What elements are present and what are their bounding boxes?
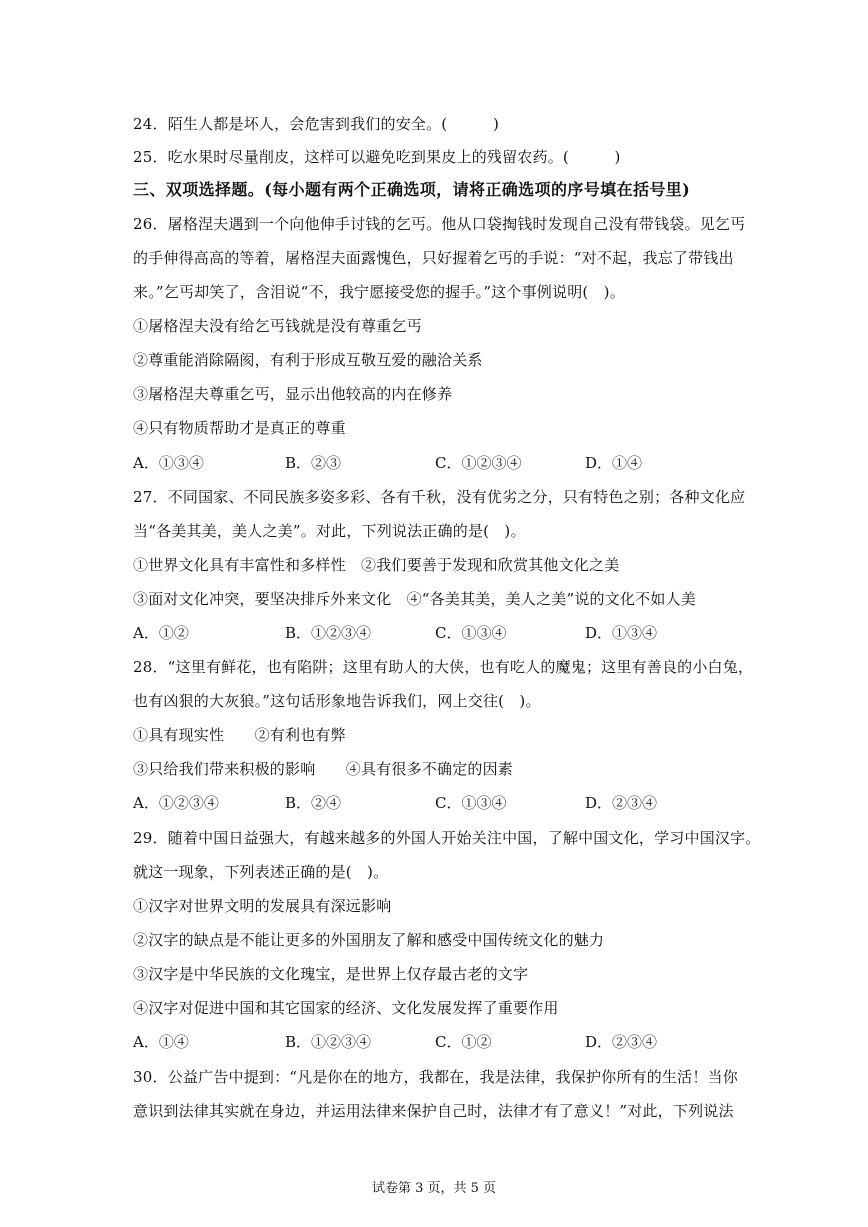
option-a: A．①④ bbox=[133, 1033, 189, 1051]
question-26-line-1: 26．屠格涅夫遇到一个向他伸手讨钱的乞丐。他从口袋掏钱时发现自己没有带钱袋。见乞丐 bbox=[133, 215, 746, 233]
question-29-statement-1: ①汉字对世界文明的发展具有深远影响 bbox=[133, 897, 392, 915]
option-c: C．①② bbox=[435, 1033, 492, 1051]
option-b: B．①②③④ bbox=[285, 624, 372, 642]
question-26-statement-2: ②尊重能消除隔阂，有利于形成互敬互爱的融洽关系 bbox=[133, 351, 483, 369]
section-heading-3: 三、双项选择题。(每小题有两个正确选项，请将正确选项的序号填在括号里) bbox=[133, 180, 691, 199]
question-24: 24．陌生人都是坏人，会危害到我们的安全。( ) bbox=[133, 115, 499, 133]
question-27-line-2: 当“各美其美，美人之美”。对此，下列说法正确的是( )。 bbox=[133, 522, 526, 540]
question-28-statements-2: ③只给我们带来积极的影响 ④具有很多不确定的因素 bbox=[133, 760, 514, 778]
question-28-line-1: 28．“这里有鲜花，也有陷阱；这里有助人的大侠，也有吃人的魔鬼；这里有善良的小白兔， bbox=[133, 658, 754, 676]
option-a: A．①② bbox=[133, 624, 189, 642]
option-c: C．①②③④ bbox=[435, 454, 522, 472]
question-26-options bbox=[133, 453, 753, 473]
question-26-line-3: 来。”乞丐却笑了，含泪说“不，我宁愿接受您的握手。”这个事例说明( )。 bbox=[133, 283, 625, 301]
question-26-statement-1: ①屠格涅夫没有给乞丐钱就是没有尊重乞丐 bbox=[133, 317, 422, 335]
question-29-line-2: 就这一现象，下列表述正确的是( )。 bbox=[133, 863, 389, 881]
question-29-statement-2: ②汉字的缺点是不能让更多的外国朋友了解和感受中国传统文化的魅力 bbox=[133, 931, 605, 949]
question-28-statements-1: ①具有现实性 ②有利也有弊 bbox=[133, 726, 346, 744]
question-25: 25．吃水果时尽量削皮，这样可以避免吃到果皮上的残留农药。( ) bbox=[133, 148, 621, 166]
question-27-statements-1: ①世界文化具有丰富性和多样性 ②我们要善于发现和欣赏其他文化之美 bbox=[133, 556, 620, 574]
question-29-options bbox=[133, 1032, 753, 1052]
option-d: D．①③④ bbox=[585, 624, 658, 642]
question-28-line-2: 也有凶狠的大灰狼。”这句话形象地告诉我们，网上交往( )。 bbox=[133, 692, 541, 710]
option-a: A．①②③④ bbox=[133, 794, 219, 812]
question-29-line-1: 29．随着中国日益强大，有越来越多的外国人开始关注中国，了解中国文化，学习中国汉字。 bbox=[133, 829, 761, 847]
question-30-line-1: 30．公益广告中提到：“凡是你在的地方，我都在，我是法律，我保护你所有的生活！当你 bbox=[133, 1068, 738, 1086]
option-b: B．②③ bbox=[285, 454, 342, 472]
question-27-line-1: 27．不同国家、不同民族多姿多彩、各有千秋，没有优劣之分，只有特色之别；各种文化应 bbox=[133, 488, 746, 506]
question-29-statement-3: ③汉字是中华民族的文化瑰宝，是世界上仅存最古老的文字 bbox=[133, 965, 529, 983]
question-30-line-2: 意识到法律其实就在身边，并运用法律来保护自己时，法律才有了意义！”对此，下列说法 bbox=[133, 1102, 734, 1120]
question-29-statement-4: ④汉字对促进中国和其它国家的经济、文化发展发挥了重要作用 bbox=[133, 999, 559, 1017]
option-b: B．①②③④ bbox=[285, 1033, 372, 1051]
option-b: B．②④ bbox=[285, 794, 342, 812]
option-c: C．①③④ bbox=[435, 624, 507, 642]
question-27-options bbox=[133, 623, 753, 643]
question-26-statement-3: ③屠格涅夫尊重乞丐，显示出他较高的内在修养 bbox=[133, 385, 453, 403]
question-28-options bbox=[133, 793, 753, 813]
question-26-line-2: 的手伸得高高的等着，屠格涅夫面露愧色，只好握着乞丐的手说：“对不起，我忘了带钱出 bbox=[133, 249, 734, 267]
option-d: D．①④ bbox=[585, 454, 643, 472]
option-d: D．②③④ bbox=[585, 1033, 658, 1051]
question-27-statements-2: ③面对文化冲突，要坚决排斥外来文化 ④“各美其美，美人之美”说的文化不如人美 bbox=[133, 590, 696, 608]
question-26-statement-4: ④只有物质帮助才是真正的尊重 bbox=[133, 419, 346, 437]
page-footer: 试卷第 3 页，共 5 页 bbox=[371, 1181, 497, 1196]
option-c: C．①③④ bbox=[435, 794, 507, 812]
option-a: A．①③④ bbox=[133, 454, 204, 472]
option-d: D．②③④ bbox=[585, 794, 658, 812]
